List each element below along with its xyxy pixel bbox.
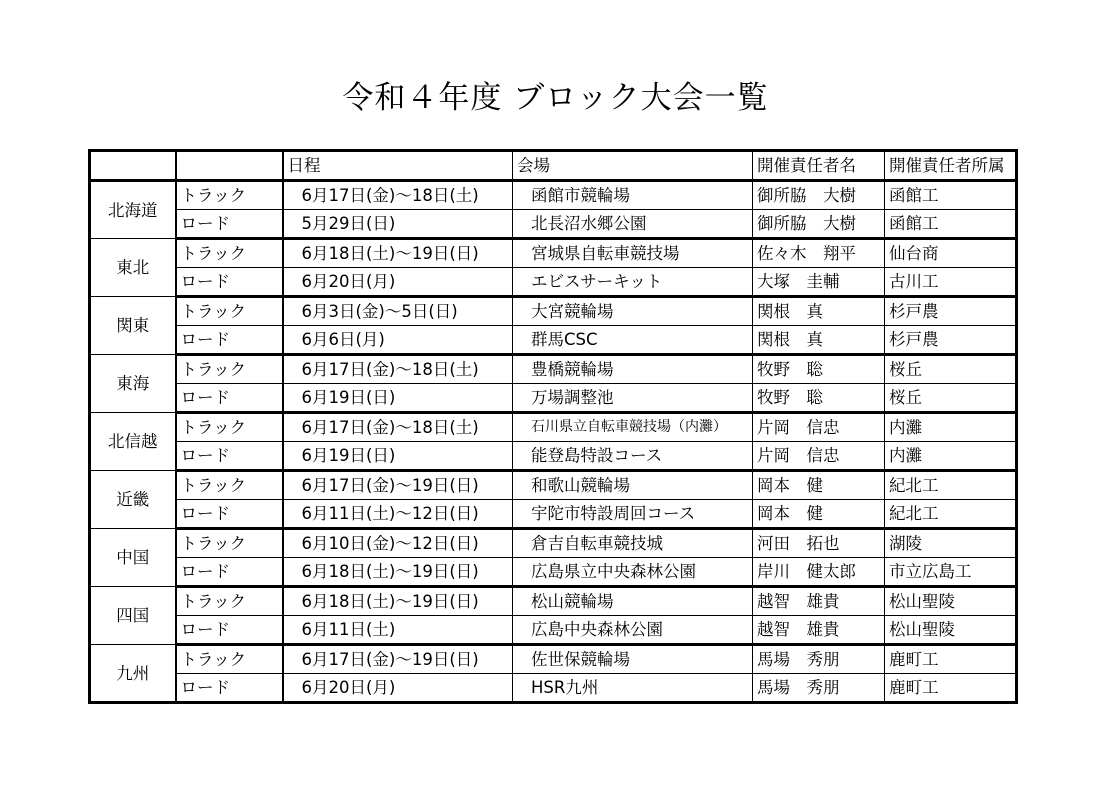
header-person: 開催責任者名	[753, 151, 885, 181]
table-body	[90, 181, 1017, 703]
responsible-person: 越智 雄貴	[753, 616, 885, 645]
responsible-affiliation: 内灘	[885, 442, 1017, 471]
table-row	[90, 413, 1017, 442]
event-venue: HSR九州	[513, 674, 753, 703]
event-venue: 能登島特設コース	[513, 442, 753, 471]
block-tournament-table	[88, 149, 1018, 704]
responsible-person: 河田 拓也	[753, 529, 885, 558]
responsible-person: 関根 真	[753, 297, 885, 326]
table-row	[90, 674, 1017, 703]
responsible-affiliation: 古川工	[885, 268, 1017, 297]
event-venue: 万場調整池	[513, 384, 753, 413]
event-type: ロード	[176, 326, 283, 355]
table-row	[90, 239, 1017, 268]
event-date: 6月11日(土)	[283, 616, 513, 645]
header-row	[90, 151, 1017, 181]
event-venue: 広島中央森林公園	[513, 616, 753, 645]
header-region	[90, 151, 176, 181]
event-date: 6月17日(金)～18日(土)	[283, 181, 513, 210]
region-name: 東海	[90, 355, 176, 413]
table-row	[90, 471, 1017, 500]
event-date: 6月18日(土)～19日(日)	[283, 239, 513, 268]
event-venue: エビスサーキット	[513, 268, 753, 297]
responsible-person: 越智 雄貴	[753, 587, 885, 616]
event-type: トラック	[176, 239, 283, 268]
header-date: 日程	[283, 151, 513, 181]
event-venue: 群馬CSC	[513, 326, 753, 355]
responsible-person: 岸川 健太郎	[753, 558, 885, 587]
table-row	[90, 529, 1017, 558]
responsible-affiliation: 函館工	[885, 181, 1017, 210]
event-date: 6月18日(土)～19日(日)	[283, 558, 513, 587]
table-row	[90, 355, 1017, 384]
header-type	[176, 151, 283, 181]
event-type: トラック	[176, 645, 283, 674]
responsible-affiliation: 市立広島工	[885, 558, 1017, 587]
event-type: ロード	[176, 442, 283, 471]
event-type: ロード	[176, 210, 283, 239]
table-row	[90, 326, 1017, 355]
responsible-person: 牧野 聡	[753, 355, 885, 384]
responsible-person: 大塚 圭輔	[753, 268, 885, 297]
table-row	[90, 268, 1017, 297]
table-row	[90, 587, 1017, 616]
responsible-affiliation: 松山聖陵	[885, 587, 1017, 616]
event-type: ロード	[176, 558, 283, 587]
responsible-person: 馬場 秀朋	[753, 645, 885, 674]
responsible-person: 片岡 信忠	[753, 413, 885, 442]
event-date: 6月17日(金)～18日(土)	[283, 355, 513, 384]
event-venue: 函館市競輪場	[513, 181, 753, 210]
responsible-person: 片岡 信忠	[753, 442, 885, 471]
event-venue: 石川県立自転車競技場（内灘）	[513, 413, 753, 442]
responsible-affiliation: 桜丘	[885, 355, 1017, 384]
region-name: 北海道	[90, 181, 176, 239]
event-venue: 和歌山競輪場	[513, 471, 753, 500]
event-type: トラック	[176, 297, 283, 326]
table-row	[90, 297, 1017, 326]
responsible-affiliation: 鹿町工	[885, 674, 1017, 703]
region-name: 近畿	[90, 471, 176, 529]
event-type: ロード	[176, 674, 283, 703]
event-date: 6月17日(金)～19日(日)	[283, 645, 513, 674]
event-type: ロード	[176, 268, 283, 297]
responsible-person: 佐々木 翔平	[753, 239, 885, 268]
event-date: 6月19日(日)	[283, 384, 513, 413]
responsible-affiliation: 杉戸農	[885, 297, 1017, 326]
region-name: 東北	[90, 239, 176, 297]
region-name: 中国	[90, 529, 176, 587]
event-date: 6月19日(日)	[283, 442, 513, 471]
page-title: 令和４年度 ブロック大会一覧	[342, 80, 769, 116]
event-date: 6月11日(土)～12日(日)	[283, 500, 513, 529]
event-venue: 大宮競輪場	[513, 297, 753, 326]
header-affiliation: 開催責任者所属	[885, 151, 1017, 181]
responsible-person: 関根 真	[753, 326, 885, 355]
event-type: ロード	[176, 500, 283, 529]
event-venue: 北長沼水郷公園	[513, 210, 753, 239]
event-date: 5月29日(日)	[283, 210, 513, 239]
region-name: 関東	[90, 297, 176, 355]
event-date: 6月10日(金)～12日(日)	[283, 529, 513, 558]
responsible-person: 馬場 秀朋	[753, 674, 885, 703]
responsible-person: 御所脇 大樹	[753, 210, 885, 239]
table-row	[90, 384, 1017, 413]
event-venue: 佐世保競輪場	[513, 645, 753, 674]
table-row	[90, 558, 1017, 587]
responsible-affiliation: 湖陵	[885, 529, 1017, 558]
region-name: 九州	[90, 645, 176, 703]
table-row	[90, 210, 1017, 239]
event-venue: 広島県立中央森林公園	[513, 558, 753, 587]
event-type: トラック	[176, 471, 283, 500]
responsible-affiliation: 紀北工	[885, 471, 1017, 500]
responsible-affiliation: 松山聖陵	[885, 616, 1017, 645]
event-type: ロード	[176, 616, 283, 645]
event-date: 6月17日(金)～19日(日)	[283, 471, 513, 500]
responsible-person: 御所脇 大樹	[753, 181, 885, 210]
header-venue: 会場	[513, 151, 753, 181]
event-date: 6月17日(金)～18日(土)	[283, 413, 513, 442]
responsible-affiliation: 内灘	[885, 413, 1017, 442]
responsible-affiliation: 桜丘	[885, 384, 1017, 413]
responsible-person: 牧野 聡	[753, 384, 885, 413]
event-venue: 宇陀市特設周回コース	[513, 500, 753, 529]
region-name: 四国	[90, 587, 176, 645]
region-name: 北信越	[90, 413, 176, 471]
table-row	[90, 645, 1017, 674]
event-date: 6月20日(月)	[283, 674, 513, 703]
event-type: トラック	[176, 355, 283, 384]
event-date: 6月3日(金)～5日(日)	[283, 297, 513, 326]
event-venue: 松山競輪場	[513, 587, 753, 616]
event-venue: 宮城県自転車競技場	[513, 239, 753, 268]
responsible-affiliation: 函館工	[885, 210, 1017, 239]
event-type: トラック	[176, 587, 283, 616]
event-venue: 豊橋競輪場	[513, 355, 753, 384]
event-type: トラック	[176, 529, 283, 558]
event-type: トラック	[176, 181, 283, 210]
table-row	[90, 181, 1017, 210]
table-row	[90, 500, 1017, 529]
event-date: 6月18日(土)～19日(日)	[283, 587, 513, 616]
event-venue: 倉吉自転車競技城	[513, 529, 753, 558]
responsible-affiliation: 紀北工	[885, 500, 1017, 529]
responsible-person: 岡本 健	[753, 471, 885, 500]
event-type: トラック	[176, 413, 283, 442]
event-date: 6月6日(月)	[283, 326, 513, 355]
table-row	[90, 616, 1017, 645]
table-row	[90, 442, 1017, 471]
responsible-affiliation: 杉戸農	[885, 326, 1017, 355]
responsible-person: 岡本 健	[753, 500, 885, 529]
responsible-affiliation: 鹿町工	[885, 645, 1017, 674]
event-date: 6月20日(月)	[283, 268, 513, 297]
responsible-affiliation: 仙台商	[885, 239, 1017, 268]
event-type: ロード	[176, 384, 283, 413]
